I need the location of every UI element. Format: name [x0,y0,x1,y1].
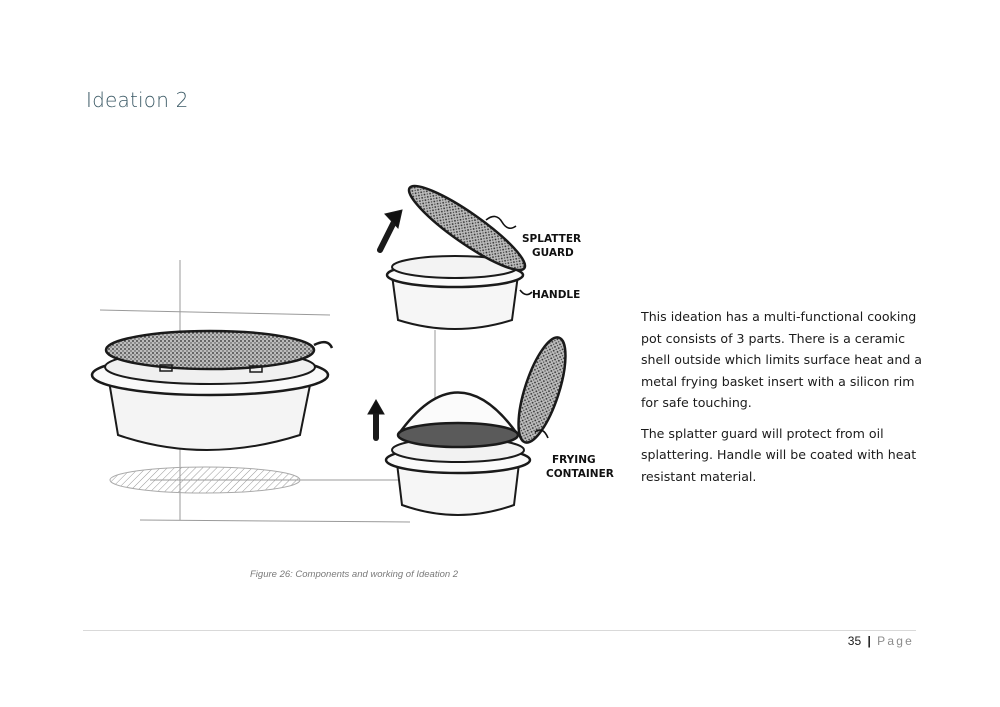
label-frying-1: FRYING [552,454,596,466]
footer-divider [83,630,916,631]
frying-container-sketch [368,332,575,515]
page-heading: Ideation 2 [86,88,189,112]
page-label: Page [877,634,914,648]
body-text [641,306,931,496]
footer-separator: | [867,634,871,648]
label-frying-2: CONTAINER [546,468,614,480]
label-splatter-guard-2: GUARD [532,247,574,259]
paragraph-1: This ideation has a multi-functional cooking pot consists of 3 parts. There is a ceramic shell outside which limits surface heat and a metal frying basket insert with a silicon rim for safe touching. [641,309,923,410]
label-splatter-guard-1: SPLATTER [522,233,582,245]
label-handle: HANDLE [532,289,581,301]
paragraph-2: The splatter guard will protect from oil splattering. Handle will be coated with heat resistant material. [641,425,917,484]
page-number: 35 [847,634,862,648]
page-footer [848,634,914,648]
figure-caption: Figure 26: Components and working of Ideation 2 [250,569,459,580]
assembled-pot-sketch [92,331,332,493]
splatter-guard-sketch [380,180,533,329]
ideation-sketch [80,180,620,550]
handle-pointer [520,290,532,295]
